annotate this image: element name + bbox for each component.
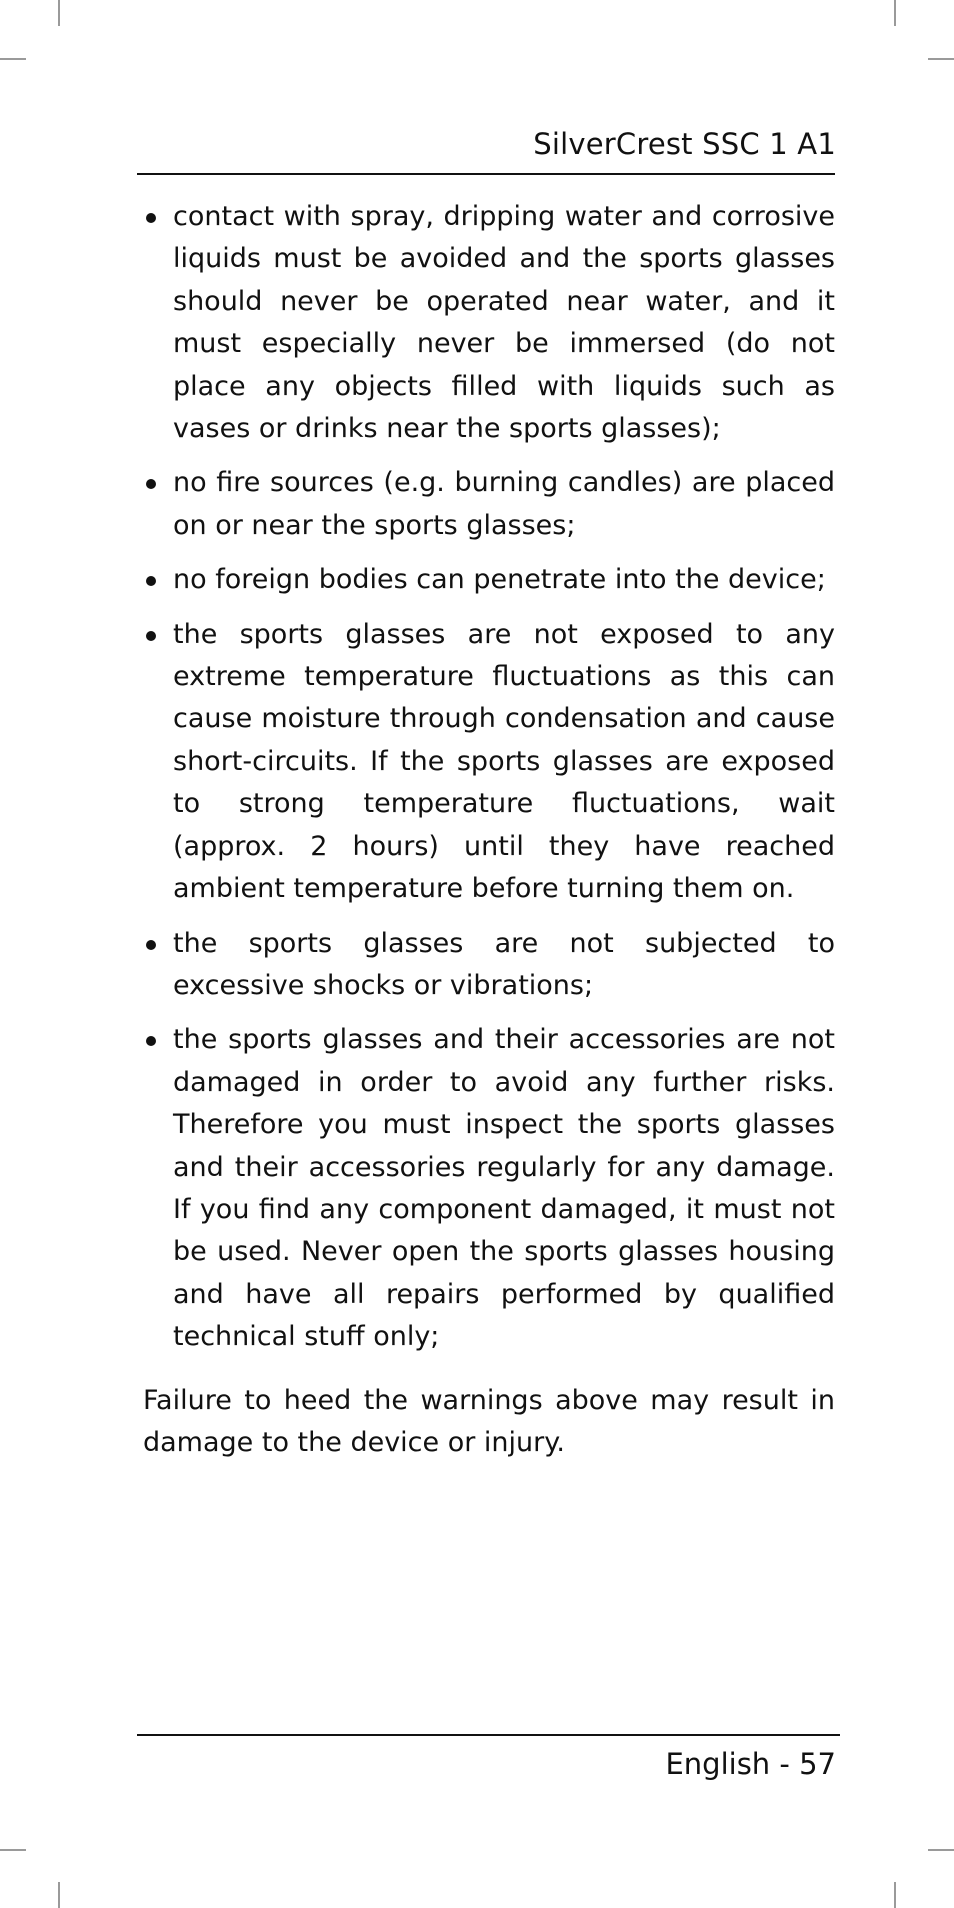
page-number: 57 [799,1747,836,1781]
list-item-text: no fire sources (e.g. burning candles) are placed on or near the sports glasses; [173,467,835,541]
list-item-text: the sports glasses are not subjected to excessive shocks or vibrations; [173,927,835,1001]
list-item [143,462,835,547]
bullet-icon [146,576,156,586]
page-footer [665,1746,836,1782]
safety-bullet-list [143,196,835,1359]
bullet-icon [146,631,156,641]
crop-mark-top-left-h [0,58,26,60]
crop-mark-bottom-left [58,1882,60,1908]
footer-rule [137,1734,840,1736]
list-item [143,614,835,911]
crop-mark-bottom-right [894,1882,896,1908]
crop-mark-bottom-right-h [928,1849,954,1851]
list-item [143,196,835,450]
crop-mark-top-left [58,0,60,26]
list-item [143,1019,835,1358]
header-rule [137,173,835,175]
list-item [143,559,835,601]
footer-language: English [665,1747,771,1781]
bullet-icon [146,213,156,223]
crop-mark-bottom-left-h [0,1849,26,1851]
list-item [143,923,835,1008]
bullet-icon [146,940,156,950]
header-title: SilverCrest SSC 1 A1 [533,127,836,161]
list-item-text: no foreign bodies can penetrate into the device; [173,564,826,596]
footer-separator: - [779,1747,790,1781]
list-item-text: contact with spray, dripping water and corrosive liquids must be avoided and the sports glasses should never be operated near water, and it must especially never be immersed (do not place any objects filled with liquids such as vases or drinks near the sports glasses); [173,201,835,445]
crop-mark-top-right [894,0,896,26]
closing-paragraph: Failure to heed the warnings above may result in damage to the device or injury. [143,1384,835,1458]
list-item-text: the sports glasses and their accessories are not damaged in order to avoid any further risks. Therefore you must inspect the sports glasses and their accessories regularly for any damage. If you find any component damaged, it must not be used. Never open the sports glasses housing and have all repairs performed by qualified technical stuff only; [173,1024,835,1353]
bullet-icon [146,1036,156,1046]
list-item-text: the sports glasses are not exposed to any extreme temperature fluctuations as this can cause moisture through condensation and cause short-circuits. If the sports glasses are exposed to strong temperature fluctuations, wait (approx. 2 hours) until they have reached ambient temperature before turning them on. [173,618,835,905]
bullet-icon [146,479,156,489]
document-body [143,196,835,1464]
crop-mark-top-right-h [928,58,954,60]
